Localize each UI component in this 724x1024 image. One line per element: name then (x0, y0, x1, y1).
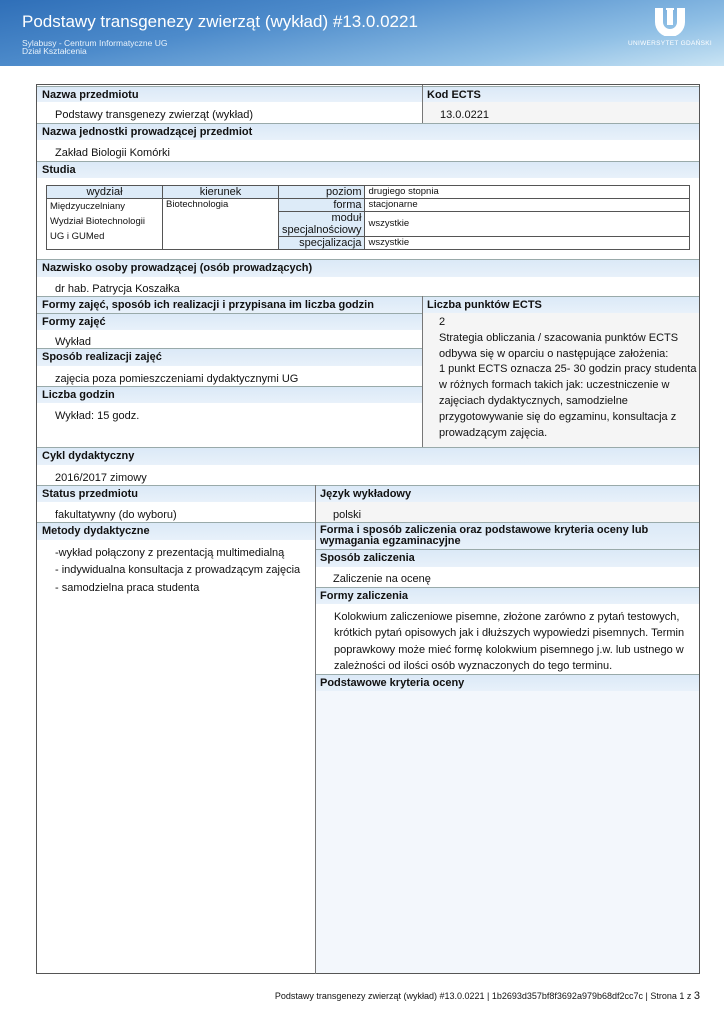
section-header: Nazwisko osoby prowadzącej (osób prowadzących) (37, 259, 699, 277)
subtitle-line: Sylabusy - Centrum Informatyczne UG (22, 38, 168, 48)
ug-logo-icon (652, 6, 688, 36)
subsection-header: Sposób zaliczenia (315, 549, 699, 567)
section-header: Język wykładowy (315, 485, 699, 502)
line: zajęciach dydaktycznych, samodzielne (439, 394, 628, 407)
subsection-header: Formy zajęć (37, 313, 422, 330)
page-footer (275, 990, 700, 1002)
line: odbywa się w oparciu o następujące założenia: (439, 347, 669, 360)
hours: Wykład: 15 godz. (55, 410, 140, 422)
cell: drugiego stopnia (365, 186, 690, 199)
line: poprawkowy może mieć formę kolokwium pisemnego j.w. lub ustnego w (334, 643, 684, 656)
list-item: -wykład połączony z prezentacją multimedialną (55, 547, 285, 559)
ects-points: 2 (439, 316, 446, 328)
unit-name: Zakład Biologii Komórki (55, 147, 170, 159)
assessment-method: Zaliczenie na ocenę (333, 573, 431, 585)
line: przygotowywanie się do egzaminu, konsultacja z (439, 410, 677, 423)
subsection-header: Sposób realizacji zajęć (37, 348, 422, 366)
page-count: 3 (693, 990, 700, 1002)
line: Międzyuczelniany (50, 201, 125, 212)
subsection-header: Podstawowe kryteria oceny (315, 674, 699, 691)
subtitle-line: Dział Kształcenia (22, 46, 87, 56)
lecturer: dr hab. Patrycja Koszałka (55, 283, 180, 295)
course-name: Podstawy transgenezy zwierząt (wykład) (55, 109, 254, 121)
line: w różnych formach takich jak: uczestniczenie w (439, 379, 670, 392)
banner-subtitle (22, 39, 168, 55)
line: zależności od ilości osób wyznaczonych do tego terminu. (334, 659, 613, 672)
line: 1 punkt ECTS oznacza 25- 30 godzin pracy studenta (439, 363, 697, 376)
class-form: Wykład (55, 336, 91, 348)
section-header (315, 522, 699, 549)
section-header: Nazwa jednostki prowadzącej przedmiot (37, 123, 699, 140)
faculty-cell (47, 199, 163, 250)
studies-table (46, 185, 690, 250)
footer-text: Podstawy transgenezy zwierząt (wykład) #13.0.0221 | 1b2693d357bf8f3692a979b68df2cc7c | Strona 1 z (274, 991, 692, 1001)
ects-code: 13.0.0221 (440, 109, 489, 121)
line: Forma i sposób zaliczenia oraz podstawowe kryteria oceny lub (320, 524, 649, 536)
row-label: specjalizacja (279, 237, 365, 250)
ects-content (439, 315, 696, 441)
cell: Biotechnologia (163, 199, 279, 250)
cell: wszystkie (365, 212, 690, 237)
section-header: Kod ECTS (422, 86, 699, 102)
row-label: poziom (279, 186, 365, 199)
line: prowadzącym zajęcia. (439, 426, 548, 439)
section-header: Status przedmiotu (37, 485, 315, 502)
cell: stacjonarne (365, 199, 690, 212)
line: Kolokwium zaliczeniowe pisemne, złożone zarówno z pytań testowych, (334, 611, 680, 623)
methods-list (55, 545, 300, 597)
university-logo (628, 6, 712, 48)
section-header: Studia (37, 161, 699, 178)
col-header: wydział (47, 186, 163, 199)
delivery-method: zajęcia poza pomieszczeniami dydaktycznymi UG (55, 373, 299, 385)
line: Wydział Biotechnologii (50, 216, 145, 227)
logo-text: UNIWERSYTET GDAŃSKI (628, 40, 712, 47)
line: Strategia obliczania / szacowania punktów ECTS (439, 331, 679, 344)
subsection-header: Liczba godzin (37, 386, 422, 403)
line: UG i GUMed (50, 231, 105, 242)
line: specjalnościowy (282, 224, 362, 236)
line: moduł (331, 212, 362, 224)
section-header: Formy zajęć, sposób ich realizacji i przypisana im liczba godzin (37, 296, 422, 313)
section-header: Cykl dydaktyczny (37, 447, 699, 465)
section-header: Metody dydaktyczne (37, 522, 315, 540)
list-item: - samodzielna praca studenta (55, 581, 200, 594)
col-header: kierunek (163, 186, 279, 199)
subsection-header: Formy zaliczenia (315, 587, 699, 604)
divider (422, 296, 423, 447)
divider (422, 85, 423, 123)
header-banner (0, 0, 724, 66)
status: fakultatywny (do wyboru) (55, 509, 177, 521)
assessment-forms (334, 609, 684, 674)
bg (315, 690, 699, 973)
cell: wszystkie (365, 237, 690, 250)
section-header: Nazwa przedmiotu (37, 86, 422, 102)
page-title: Podstawy transgenezy zwierząt (wykład) #13.0.0221 (22, 12, 418, 31)
divider (315, 485, 316, 974)
bg (315, 502, 699, 522)
line: krótkich pytań opisowych jak i dłuższych wypowiedzi pisemnych. Termin (334, 627, 685, 640)
list-item: - indywidualna konsultacja z prowadzącym zajęcia (55, 564, 301, 577)
row-label: forma (279, 199, 365, 212)
row-label (279, 212, 365, 237)
line: wymagania egzaminacyjne (320, 535, 461, 547)
language: polski (333, 509, 362, 521)
cycle: 2016/2017 zimowy (55, 472, 147, 484)
section-header: Liczba punktów ECTS (422, 296, 699, 313)
